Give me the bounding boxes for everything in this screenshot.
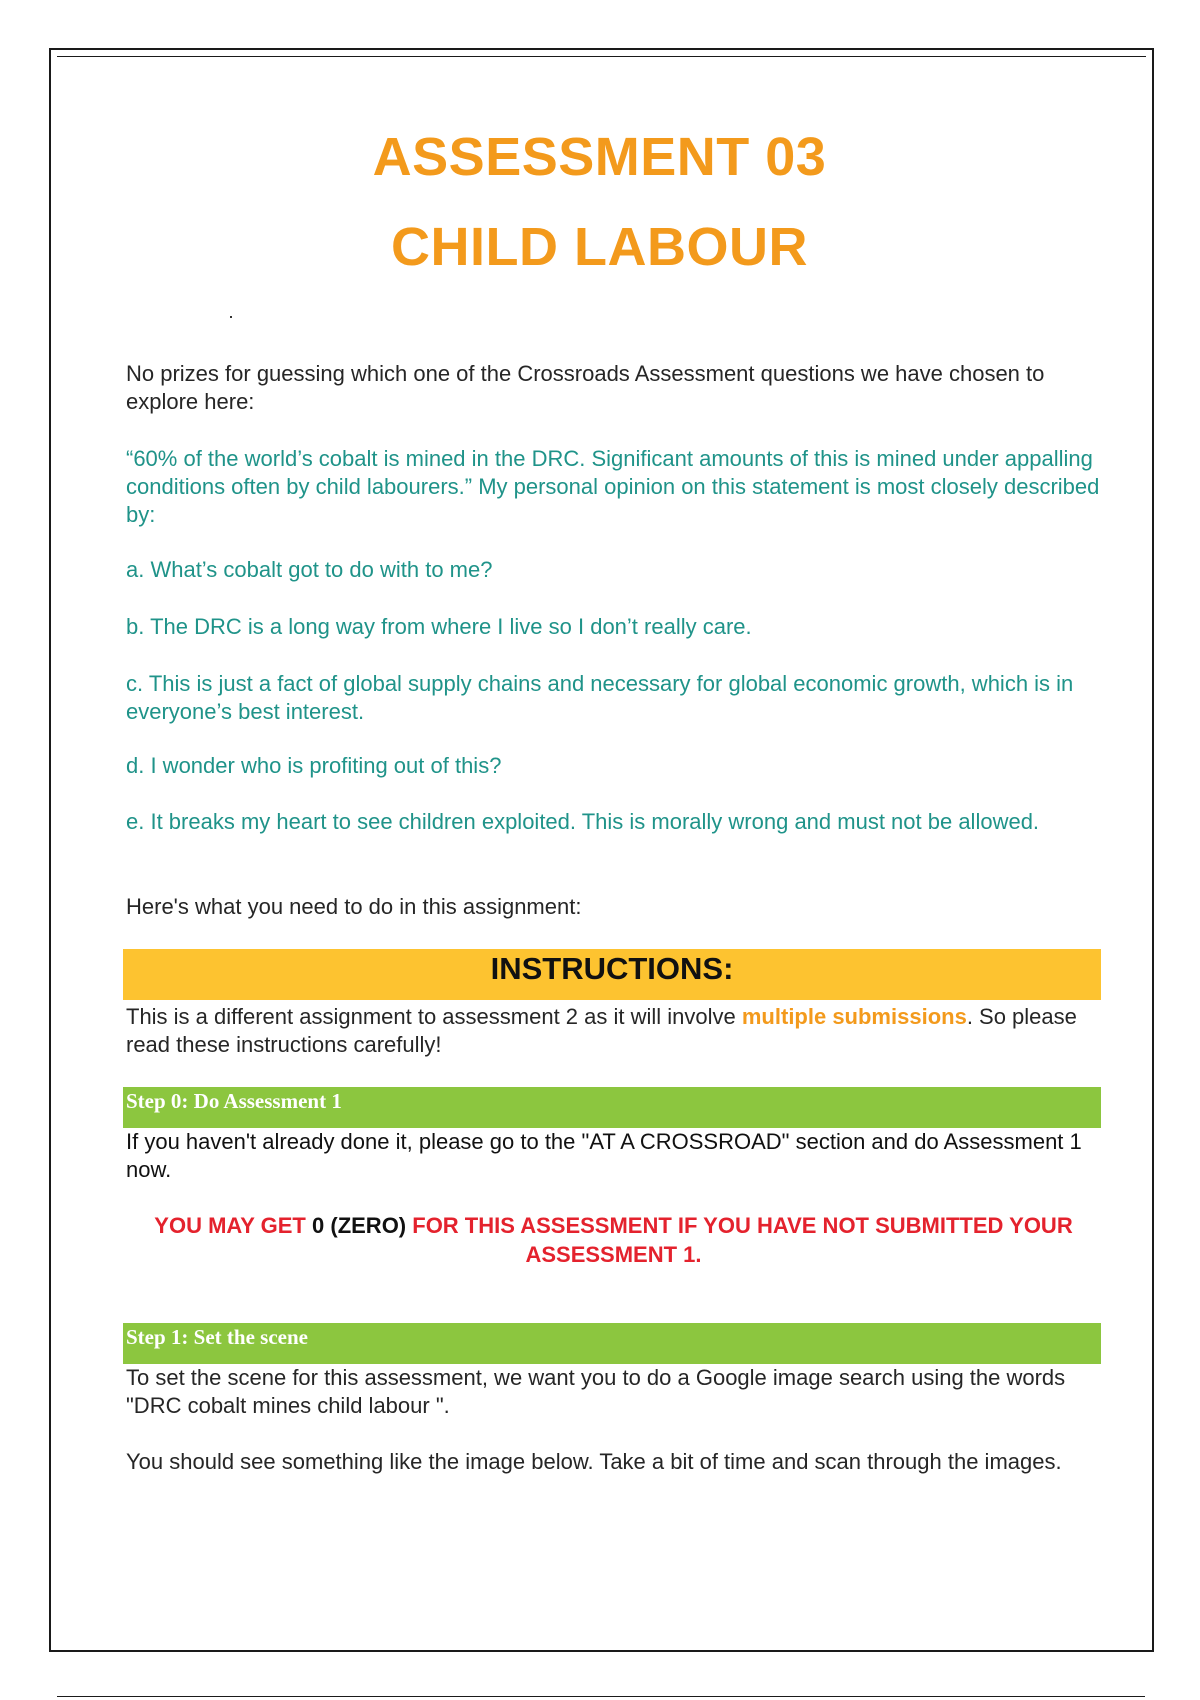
option-d: d. I wonder who is profiting out of this? [126, 753, 502, 778]
option-c: c. This is just a fact of global supply chains and necessary for global economic growth, which is in everyone’s best interest. [126, 671, 1074, 724]
warning-part2: FOR THIS ASSESSMENT IF YOU HAVE NOT SUBMITTED YOUR ASSESSMENT 1. [412, 1213, 1073, 1267]
step0-heading: Step 0: Do Assessment 1 [126, 1089, 342, 1113]
warning-zero-word: (ZERO) [324, 1213, 413, 1238]
step1-banner [123, 1323, 1101, 1364]
option-e: e. It breaks my heart to see children exploited. This is morally wrong and must not be allowed. [126, 809, 1040, 834]
warning-zero: 0 [312, 1213, 325, 1238]
todo-line: Here's what you need to do in this assignment: [126, 894, 582, 919]
step1-paragraph-2: You should see something like the image below. Take a bit of time and scan through the images. [126, 1449, 1062, 1474]
step0-banner [123, 1087, 1101, 1128]
warning-part1: YOU MAY GET [154, 1213, 312, 1238]
option-b: b. The DRC is a long way from where I live so I don’t really care. [126, 614, 752, 639]
step0-paragraph: If you haven't already done it, please go to the "AT A CROSSROAD" section and do Assessment 1 now. [126, 1129, 1082, 1182]
step1-heading: Step 1: Set the scene [126, 1325, 308, 1349]
instructions-heading: INSTRUCTIONS: [490, 951, 734, 986]
intro-paragraph: No prizes for guessing which one of the Crossroads Assessment questions we have chosen to explore here: [126, 361, 1045, 414]
title-assessment-number: ASSESSMENT 03 [372, 127, 827, 187]
step0-warning [126, 1211, 1101, 1269]
step1-paragraph-1: To set the scene for this assessment, we want you to do a Google image search using the words "DRC cobalt mines child labour ". [126, 1365, 1066, 1418]
instructions-paragraph [126, 1003, 1101, 1059]
instructions-banner [123, 949, 1101, 1000]
option-a: a. What’s cobalt got to do with to me? [126, 557, 493, 582]
multiple-submissions-highlight: multiple submissions [741, 1004, 967, 1029]
question-paragraph: “60% of the world’s cobalt is mined in the DRC. Significant amounts of this is mined under appalling conditions often by child labourers.” My personal opinion on this statement is most closely described by: [126, 446, 1100, 527]
top-rule [57, 56, 1146, 57]
title-topic: CHILD LABOUR [391, 217, 808, 277]
bottom-rule [57, 1696, 1145, 1697]
stray-dot [230, 316, 232, 318]
instructions-text-before: This is a different assignment to assessment 2 as it will involve [126, 1004, 742, 1029]
instructions-text-after: . So please read these instructions carefully! [126, 1004, 1077, 1057]
